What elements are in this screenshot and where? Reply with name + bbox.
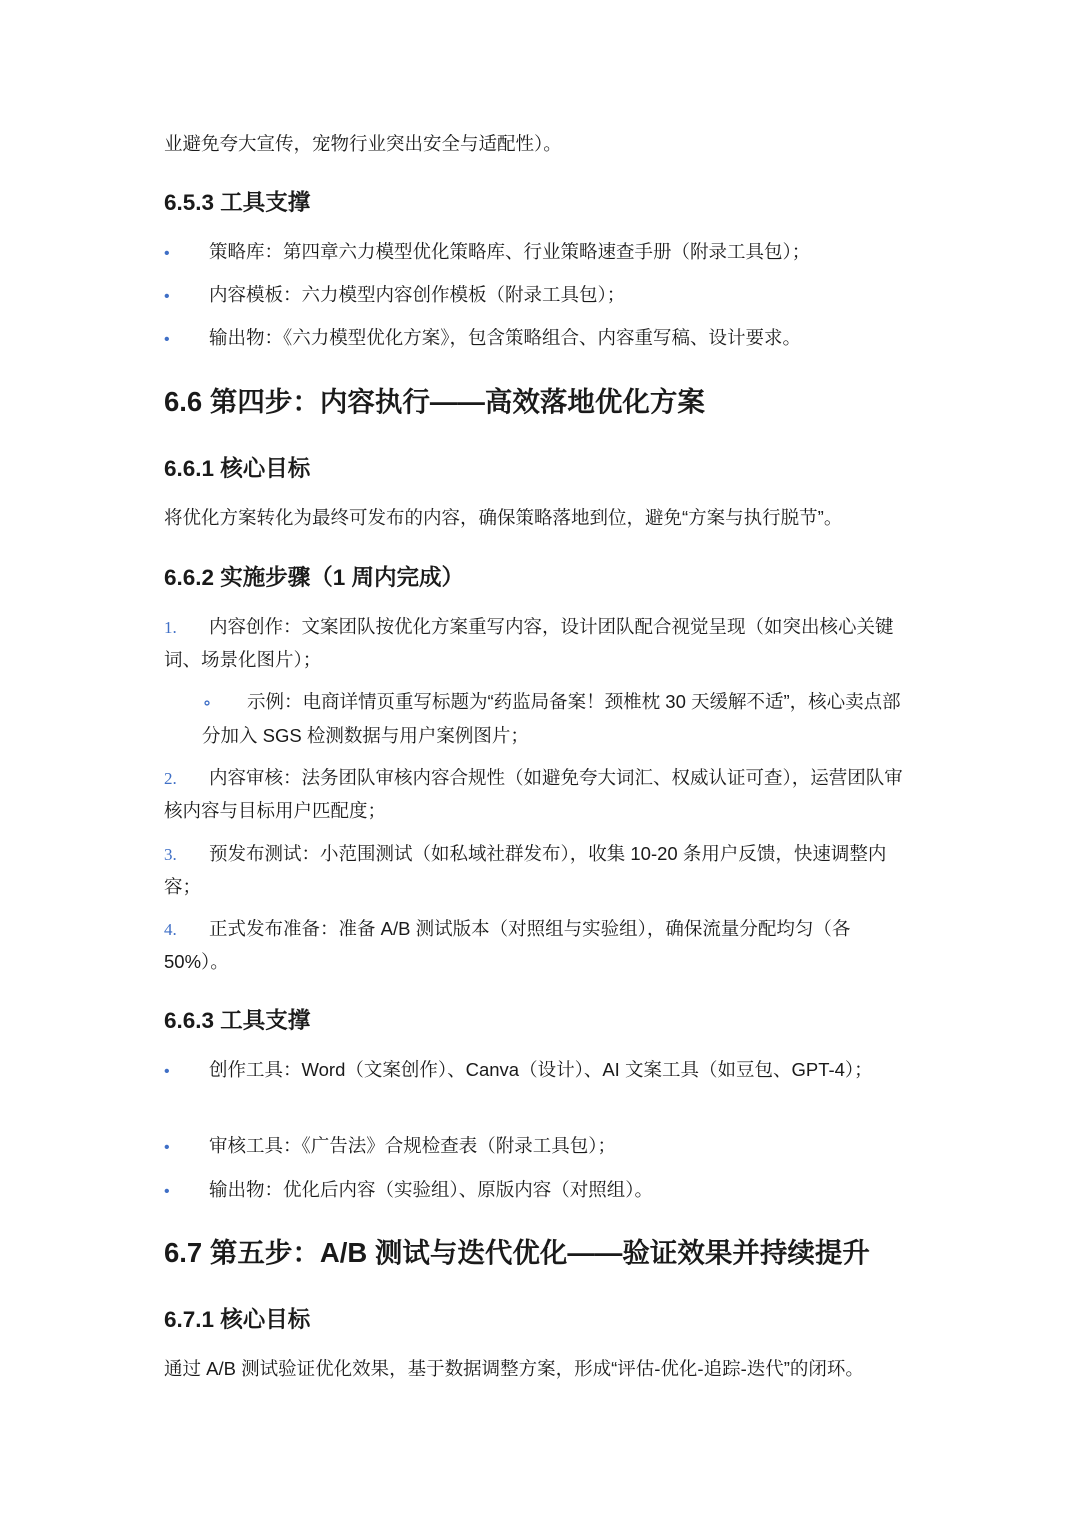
list-number: 1. <box>164 618 177 637</box>
heading-6-6-1: 6.6.1 核心目标 <box>164 456 311 481</box>
list-item-text: 内容审核：法务团队审核内容合规性（如避免夸大词汇、权威认证可查），运营团队审核内容与目标用户匹配度； <box>164 767 903 821</box>
bullet-icon: • <box>164 1139 170 1156</box>
list-item <box>164 1130 909 1164</box>
list-number: 2. <box>164 769 177 788</box>
list-number: 4. <box>164 920 177 939</box>
numbered-item <box>164 762 909 827</box>
paragraph-continuation: 业避免夸大宣传，宠物行业突出安全与适配性）。 <box>164 133 562 154</box>
list-item-text: 内容模板：六力模型内容创作模板（附录工具包）； <box>209 284 626 305</box>
list-item-text: 输出物：优化后内容（实验组）、原版内容（对照组）。 <box>209 1179 654 1200</box>
list-item <box>164 1174 909 1208</box>
numbered-item <box>164 611 909 676</box>
numbered-item <box>164 838 909 903</box>
bullet-icon: • <box>164 288 170 305</box>
numbered-item <box>164 913 909 978</box>
heading-6-6-2: 6.6.2 实施步骤（1 周内完成） <box>164 565 465 590</box>
bullet-icon: • <box>164 1063 170 1080</box>
heading-6-7: 6.7 第五步：A/B 测试与迭代优化——验证效果并持续提升 <box>164 1237 870 1268</box>
heading-6-5-3: 6.5.3 工具支撑 <box>164 190 311 215</box>
list-number: 3. <box>164 845 177 864</box>
circle-bullet-icon: ∘ <box>202 695 213 712</box>
bullet-icon: • <box>164 245 170 262</box>
bullet-icon: • <box>164 1183 170 1200</box>
list-item-text: 预发布测试：小范围测试（如私域社群发布），收集 10-20 条用户反馈，快速调整内容； <box>164 843 887 897</box>
paragraph: 将优化方案转化为最终可发布的内容，确保策略落地到位，避免“方案与执行脱节”。 <box>164 507 843 528</box>
list-item <box>164 236 909 270</box>
heading-6-6: 6.6 第四步：内容执行——高效落地优化方案 <box>164 386 705 417</box>
heading-6-7-1: 6.7.1 核心目标 <box>164 1307 311 1332</box>
list-item <box>164 279 909 313</box>
list-item-text: 输出物：《六力模型优化方案》，包含策略组合、内容重写稿、设计要求。 <box>209 327 802 348</box>
list-item-text: 内容创作：文案团队按优化方案重写内容，设计团队配合视觉呈现（如突出核心关键词、场景化图片）； <box>164 616 894 670</box>
bullet-icon: • <box>164 331 170 348</box>
paragraph: 通过 A/B 测试验证优化效果，基于数据调整方案，形成“评估-优化-追踪-迭代”的闭环。 <box>164 1358 864 1379</box>
sub-list-item <box>202 686 909 752</box>
list-item <box>164 1054 909 1088</box>
list-item-text: 策略库：第四章六力模型优化策略库、行业策略速查手册（附录工具包）； <box>209 241 811 262</box>
list-item-text: 示例：电商详情页重写标题为“药监局备案！颈椎枕 30 天缓解不适”，核心卖点部分加入 SGS 检测数据与用户案例图片； <box>202 691 901 746</box>
list-item-text: 创作工具：Word（文案创作）、Canva（设计）、AI 文案工具（如豆包、GPT-4）； <box>209 1059 873 1080</box>
heading-6-6-3: 6.6.3 工具支撑 <box>164 1008 311 1033</box>
list-item-text: 正式发布准备：准备 A/B 测试版本（对照组与实验组），确保流量分配均匀（各 50%）。 <box>164 918 851 972</box>
list-item <box>164 322 909 356</box>
list-item-text: 审核工具：《广告法》合规检查表（附录工具包）； <box>209 1135 617 1156</box>
